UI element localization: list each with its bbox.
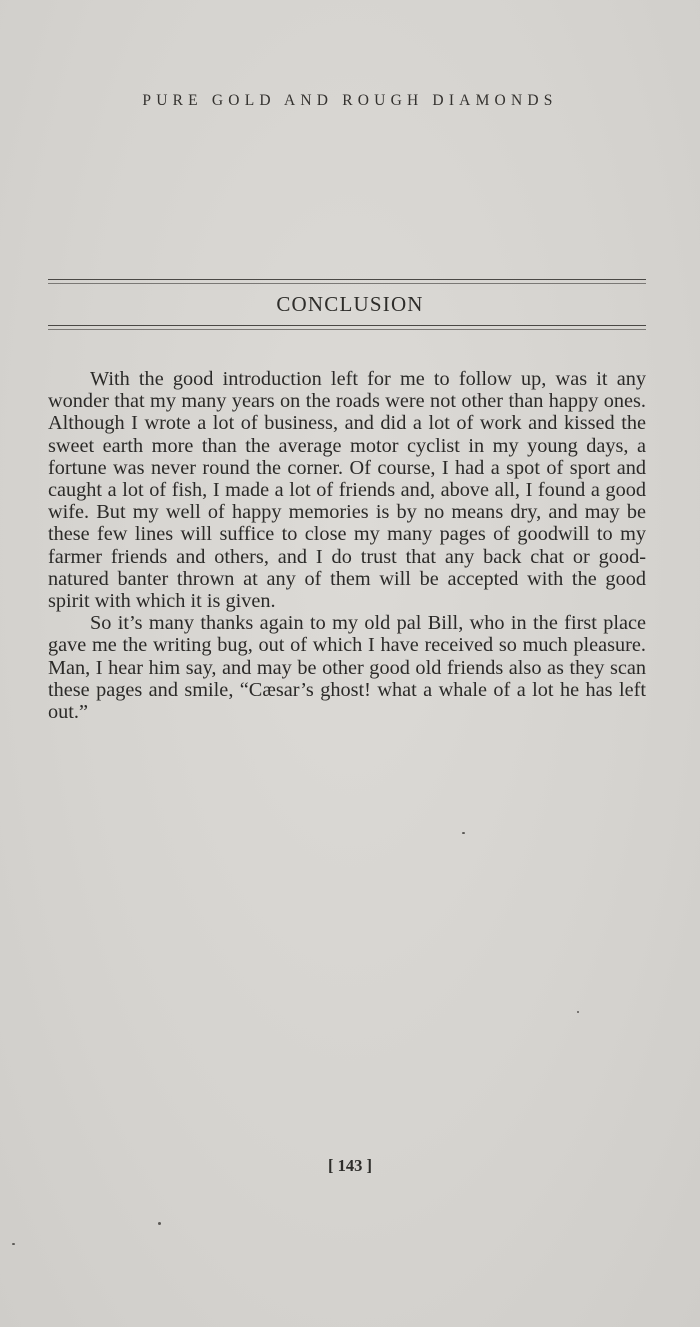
chapter-rule-top (48, 279, 646, 280)
paragraph-2: So it’s many thanks again to my old pal Bill, who in the first place gave me the writing bug, out of which I have received so much pleasure. Man, I hear him say, and may be other good old friends also as they scan these pages and smile, “Cæsar’s ghost! what a whale of a lot he has left out.” (48, 612, 646, 724)
body-text (48, 368, 646, 723)
paper-speck (12, 1243, 15, 1245)
running-head: PURE GOLD AND ROUGH DIAMONDS (142, 92, 558, 109)
paper-speck (462, 832, 465, 834)
chapter-rule-bottom (48, 325, 646, 326)
paragraph-1: With the good introduction left for me to follow up, was it any wonder that my many years on the roads were not other than happy ones. Although I wrote a lot of business, and did a lot of work and kissed the sweet earth more than the average motor cyclist in my young days, a fortune was never round the corner. Of course, I had a spot of sport and caught a lot of fish, I made a lot of friends and, above all, I found a good wife. But my well of happy memories is by no means dry, and may be these few lines will suffice to close my many pages of goodwill to my farmer friends and others, and I do trust that any back chat or good-natured banter thrown at any of them will be accepted with the good spirit with which it is given. (48, 368, 646, 613)
paper-speck (158, 1222, 161, 1225)
chapter-title: CONCLUSION (276, 292, 424, 316)
chapter-rule-bottom-thin (48, 329, 646, 330)
page-number: [ 143 ] (328, 1156, 372, 1175)
paper-speck (577, 1011, 579, 1013)
chapter-rule-top-thin (48, 283, 646, 284)
